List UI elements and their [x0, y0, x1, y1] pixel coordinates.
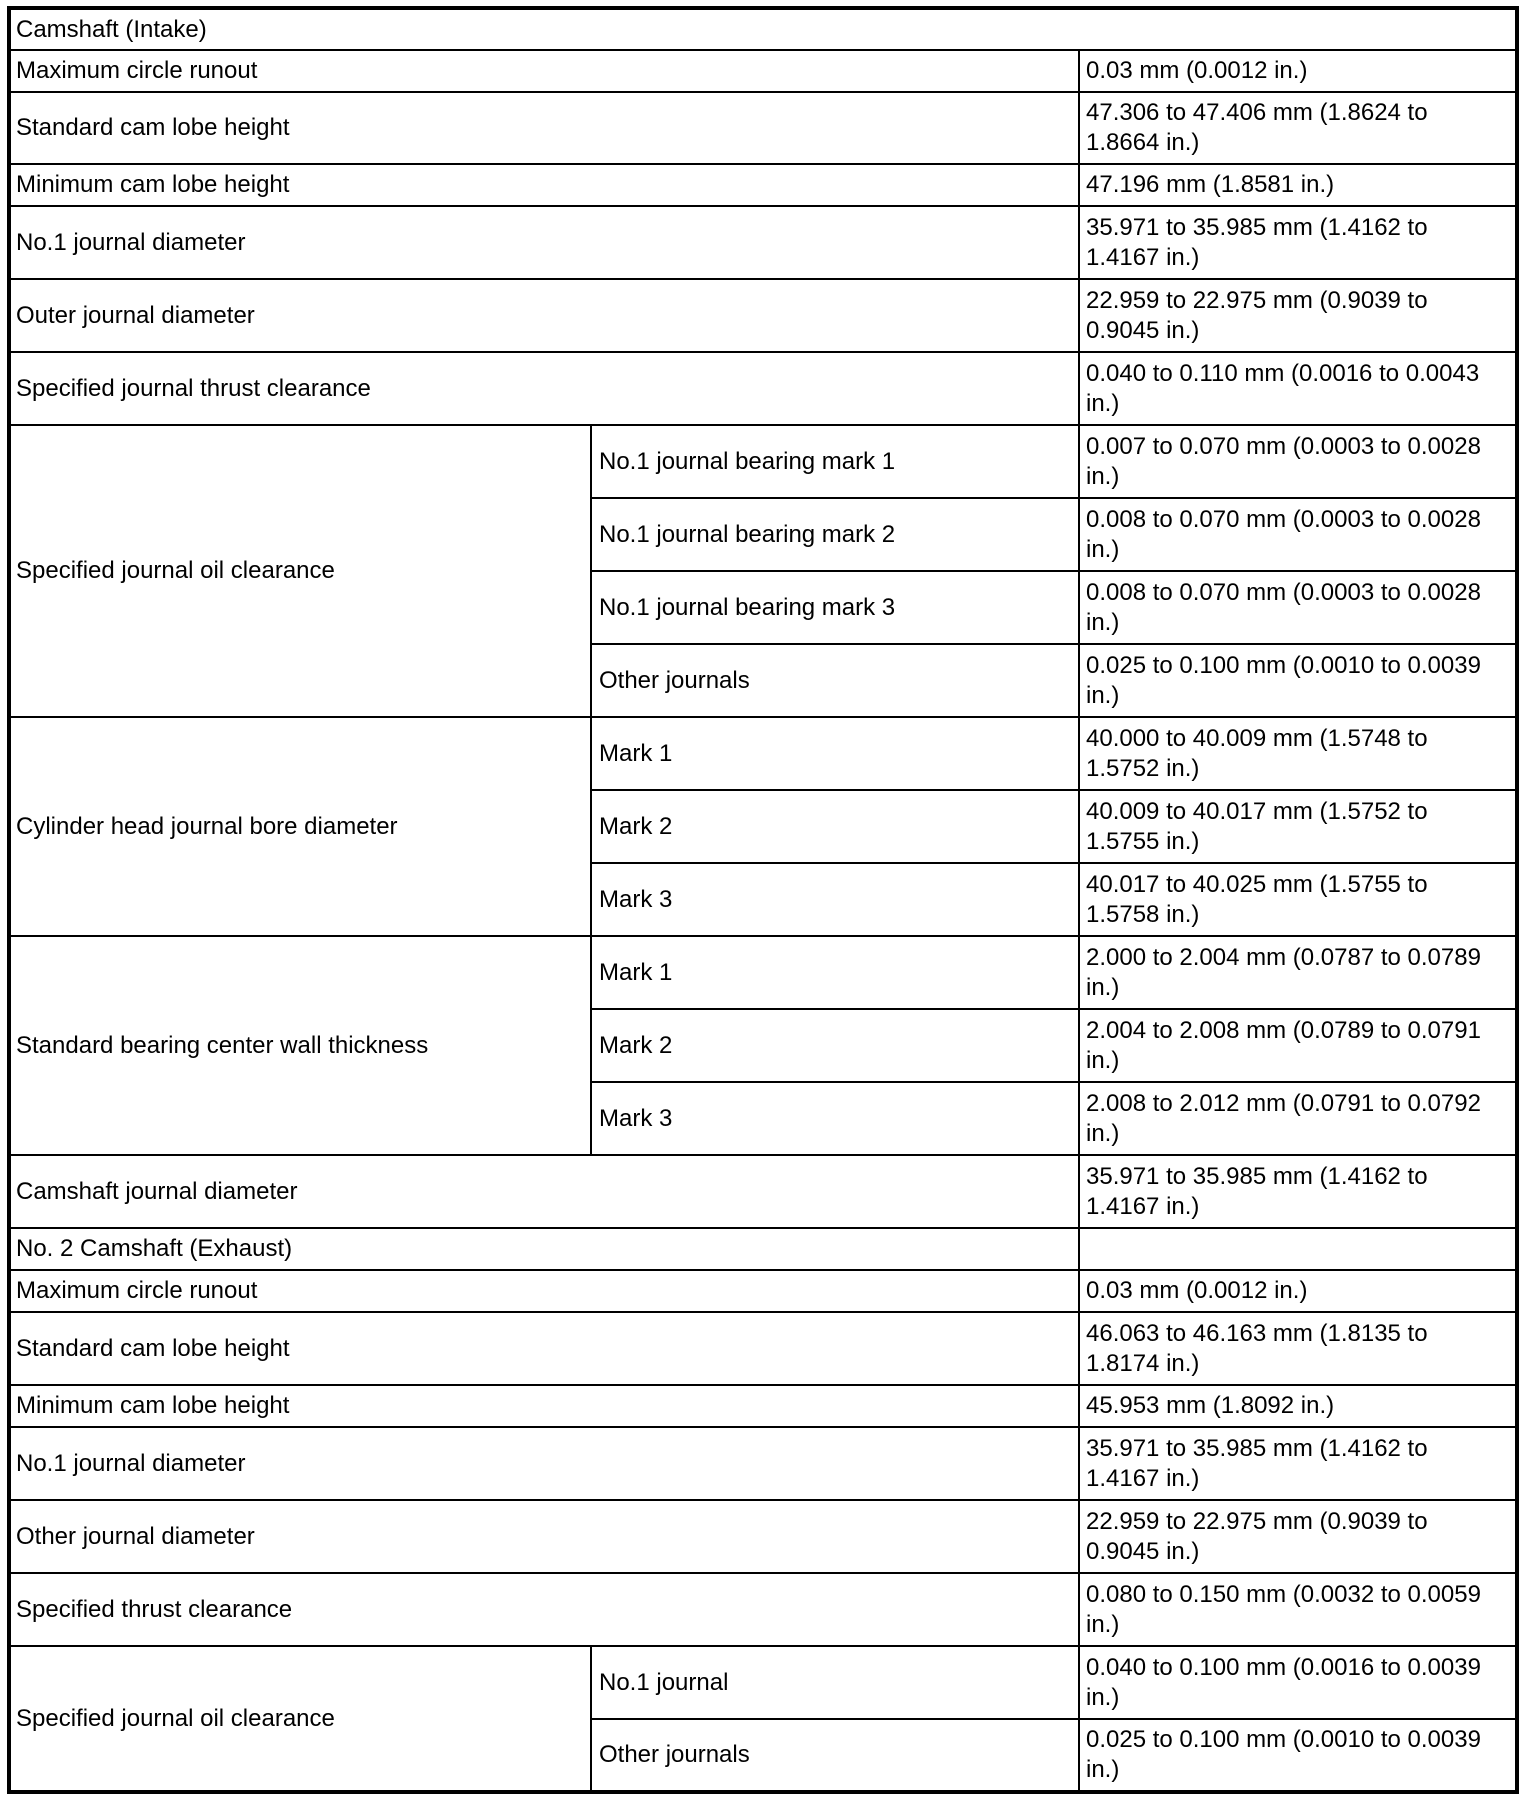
spec-row [9, 92, 1517, 164]
spec-row [9, 1385, 1517, 1427]
spec-label: Specified journal thrust clearance [9, 352, 1079, 425]
spec-value: 22.959 to 22.975 mm (0.9039 to 0.9045 in.) [1079, 279, 1517, 352]
group-label: Standard bearing center wall thickness [9, 936, 591, 1155]
spec-value: 2.008 to 2.012 mm (0.0791 to 0.0792 in.) [1079, 1082, 1517, 1155]
section-title: No. 2 Camshaft (Exhaust) [9, 1228, 1079, 1270]
section-header-row [9, 1228, 1517, 1270]
spec-value: 35.971 to 35.985 mm (1.4162 to 1.4167 in.) [1079, 206, 1517, 279]
group-label: Cylinder head journal bore diameter [9, 717, 591, 936]
spec-label: Camshaft journal diameter [9, 1155, 1079, 1228]
spec-row [9, 1500, 1517, 1573]
spec-value: 2.004 to 2.008 mm (0.0789 to 0.0791 in.) [1079, 1009, 1517, 1082]
spec-row [9, 352, 1517, 425]
spec-row [9, 1312, 1517, 1385]
spec-value: 0.025 to 0.100 mm (0.0010 to 0.0039 in.) [1079, 1719, 1517, 1792]
spec-value: 40.009 to 40.017 mm (1.5752 to 1.5755 in.) [1079, 790, 1517, 863]
camshaft-spec-table [7, 6, 1519, 1794]
empty-cell [1079, 1228, 1517, 1270]
spec-row [9, 1270, 1517, 1312]
spec-value: 22.959 to 22.975 mm (0.9039 to 0.9045 in.) [1079, 1500, 1517, 1573]
spec-value: 0.03 mm (0.0012 in.) [1079, 50, 1517, 92]
spec-label: Maximum circle runout [9, 1270, 1079, 1312]
spec-label: Standard cam lobe height [9, 1312, 1079, 1385]
spec-value: 0.025 to 0.100 mm (0.0010 to 0.0039 in.) [1079, 644, 1517, 717]
sub-label: No.1 journal bearing mark 2 [591, 498, 1079, 571]
spec-value: 0.03 mm (0.0012 in.) [1079, 1270, 1517, 1312]
spec-value: 47.306 to 47.406 mm (1.8624 to 1.8664 in.) [1079, 92, 1517, 164]
spec-label: Standard cam lobe height [9, 92, 1079, 164]
sub-label: Mark 1 [591, 936, 1079, 1009]
spec-value: 40.000 to 40.009 mm (1.5748 to 1.5752 in.) [1079, 717, 1517, 790]
spec-value: 0.008 to 0.070 mm (0.0003 to 0.0028 in.) [1079, 571, 1517, 644]
sub-label: Mark 1 [591, 717, 1079, 790]
spec-value: 0.040 to 0.110 mm (0.0016 to 0.0043 in.) [1079, 352, 1517, 425]
spec-row [9, 279, 1517, 352]
spec-value: 45.953 mm (1.8092 in.) [1079, 1385, 1517, 1427]
section-header-row [9, 8, 1517, 50]
sub-label: No.1 journal [591, 1646, 1079, 1719]
spec-row [9, 1427, 1517, 1500]
spec-label: Other journal diameter [9, 1500, 1079, 1573]
spec-value: 47.196 mm (1.8581 in.) [1079, 164, 1517, 206]
spec-label: Outer journal diameter [9, 279, 1079, 352]
spec-value: 35.971 to 35.985 mm (1.4162 to 1.4167 in.) [1079, 1427, 1517, 1500]
spec-row [9, 50, 1517, 92]
sub-label: Mark 3 [591, 1082, 1079, 1155]
sub-label: Other journals [591, 644, 1079, 717]
spec-value: 35.971 to 35.985 mm (1.4162 to 1.4167 in.) [1079, 1155, 1517, 1228]
sub-label: Mark 3 [591, 863, 1079, 936]
spec-value: 40.017 to 40.025 mm (1.5755 to 1.5758 in.) [1079, 863, 1517, 936]
spec-label: No.1 journal diameter [9, 206, 1079, 279]
spec-value: 0.008 to 0.070 mm (0.0003 to 0.0028 in.) [1079, 498, 1517, 571]
sub-label: Other journals [591, 1719, 1079, 1792]
spec-value: 0.007 to 0.070 mm (0.0003 to 0.0028 in.) [1079, 425, 1517, 498]
group-label: Specified journal oil clearance [9, 1646, 591, 1792]
spec-row [9, 1155, 1517, 1228]
spec-value: 46.063 to 46.163 mm (1.8135 to 1.8174 in.) [1079, 1312, 1517, 1385]
spec-label: Specified thrust clearance [9, 1573, 1079, 1646]
spec-row [9, 1573, 1517, 1646]
spec-group-row [9, 1646, 1517, 1719]
spec-label: Minimum cam lobe height [9, 1385, 1079, 1427]
spec-group-row [9, 717, 1517, 790]
spec-group-row [9, 936, 1517, 1009]
spec-value: 2.000 to 2.004 mm (0.0787 to 0.0789 in.) [1079, 936, 1517, 1009]
spec-label: Minimum cam lobe height [9, 164, 1079, 206]
spec-value: 0.040 to 0.100 mm (0.0016 to 0.0039 in.) [1079, 1646, 1517, 1719]
sub-label: No.1 journal bearing mark 1 [591, 425, 1079, 498]
spec-label: Maximum circle runout [9, 50, 1079, 92]
sub-label: Mark 2 [591, 1009, 1079, 1082]
spec-value: 0.080 to 0.150 mm (0.0032 to 0.0059 in.) [1079, 1573, 1517, 1646]
sub-label: No.1 journal bearing mark 3 [591, 571, 1079, 644]
spec-group-row [9, 425, 1517, 498]
sub-label: Mark 2 [591, 790, 1079, 863]
section-title: Camshaft (Intake) [9, 8, 1517, 50]
spec-row [9, 164, 1517, 206]
spec-row [9, 206, 1517, 279]
group-label: Specified journal oil clearance [9, 425, 591, 717]
spec-label: No.1 journal diameter [9, 1427, 1079, 1500]
